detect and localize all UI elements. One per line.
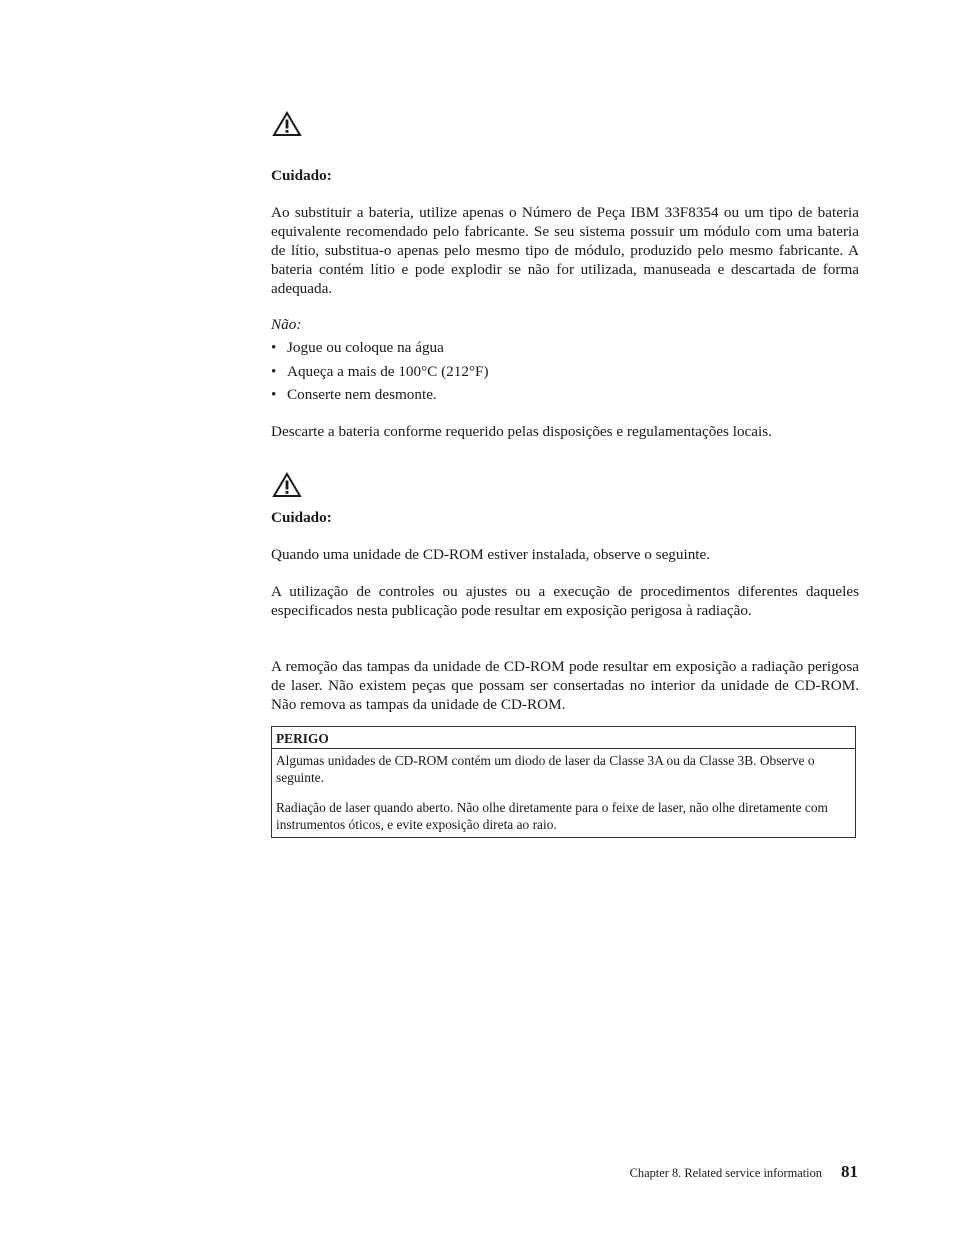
list-item: • Aqueça a mais de 100°C (212°F) [271,362,489,380]
danger-body [272,749,855,833]
warning-triangle-icon [272,111,302,137]
caution-label: Cuidado: [271,167,332,184]
danger-laser-class-text: Algumas unidades de CD-ROM contém um diodo de laser da Classe 3A ou da Classe 3B. Observe o seguinte. [276,753,815,785]
cdrom-covers-text: A remoção das tampas da unidade de CD-ROM pode resultar em exposição a radiação perigosa de laser. Não existem peças que possam ser consertadas no interior da unidade de CD-ROM. Não remova as tampas da unidade de CD-ROM. [271,658,859,713]
not-label: Não: [271,316,302,333]
danger-notice-box [271,726,856,838]
disposal-text: Descarte a bateria conforme requerido pelas disposições e regulamentações locais. [271,423,772,440]
chapter-title: Chapter 8. Related service information [629,1166,822,1180]
list-item: • Jogue ou coloque na água [271,339,444,356]
battery-caution-text: Ao substituir a bateria, utilize apenas o Número de Peça IBM 33F8354 ou um tipo de bateria equivalente recomendado pelo fabricante. Se seu sistema possuir um módulo com uma bateria de lítio, substitua-o apenas pelo mesmo tipo de módulo, produzido pelo mesmo fabricante. A bateria contém lítio e pode explodir se não for utilizada, manuseada e descartada de forma adequada. [271,204,859,297]
danger-heading: PERIGO [272,727,855,749]
page-number: 81 [841,1162,858,1181]
list-item: • Conserte nem desmonte. [271,386,437,403]
warning-triangle-icon [272,472,302,498]
prohibited-actions-list [271,338,859,409]
page-footer [0,1162,858,1184]
caution-label: Cuidado: [271,509,332,526]
danger-laser-radiation-text: Radiação de laser quando aberto. Não olhe diretamente para o feixe de laser, não olhe diretamente com instrumentos óticos, e evite exposição direta ao raio. [276,800,828,832]
cdrom-controls-text: A utilização de controles ou ajustes ou a execução de procedimentos diferentes daqueles especificados nesta publicação pode resultar em exposição perigosa à radiação. [271,583,859,619]
cdrom-intro-text: Quando uma unidade de CD-ROM estiver instalada, observe o seguinte. [271,546,711,563]
